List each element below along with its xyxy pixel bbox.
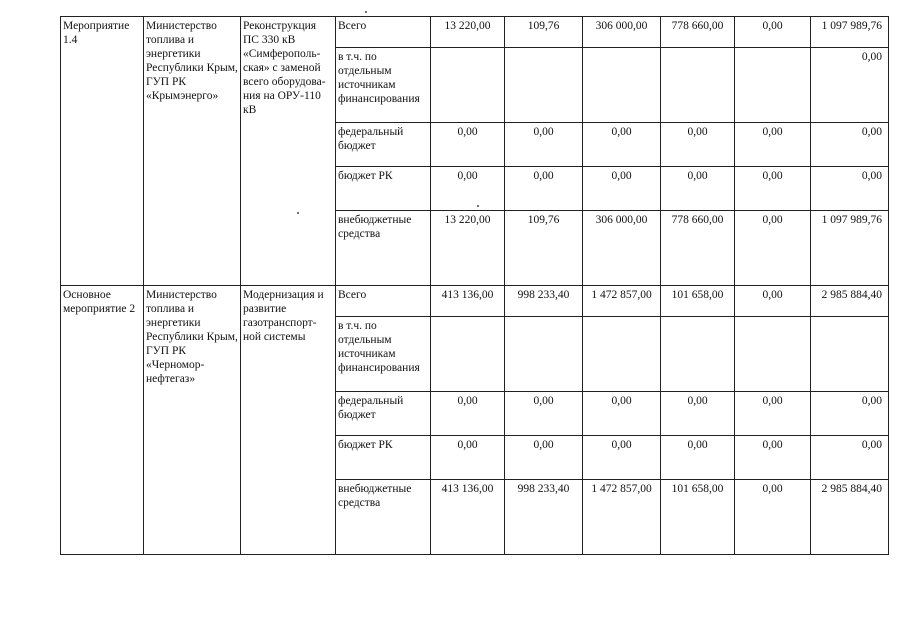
value-cell: 0,00 bbox=[735, 211, 811, 286]
event-name-cell: Мероприятие 1.4 bbox=[61, 17, 144, 286]
value-cell bbox=[505, 317, 583, 392]
total-cell: 0,00 bbox=[811, 167, 889, 211]
value-cell: 1 472 857,00 bbox=[583, 480, 661, 555]
description-cell: Реконструкция ПС 330 кВ «Симферополь-ская» с заменой всего оборудова-ния на ОРУ-110 кВ bbox=[241, 17, 336, 286]
value-cell: 0,00 bbox=[735, 167, 811, 211]
value-cell: 0,00 bbox=[735, 17, 811, 48]
value-cell: 0,00 bbox=[735, 392, 811, 436]
value-cell: 0,00 bbox=[505, 167, 583, 211]
value-cell: 413 136,00 bbox=[431, 286, 505, 317]
scan-speck bbox=[365, 11, 367, 13]
value-cell: 306 000,00 bbox=[583, 211, 661, 286]
event-name-cell: Основное мероприятие 2 bbox=[61, 286, 144, 555]
executor-cell: Министерство топлива и энергетики Республики Крым, ГУП РК «Крымэнерго» bbox=[144, 17, 241, 286]
total-cell: 0,00 bbox=[811, 436, 889, 480]
total-cell: 0,00 bbox=[811, 392, 889, 436]
value-cell: 1 472 857,00 bbox=[583, 286, 661, 317]
value-cell bbox=[505, 48, 583, 123]
executor-cell: Министерство топлива и энергетики Республики Крым, ГУП РК «Черномор-нефтегаз» bbox=[144, 286, 241, 555]
value-cell bbox=[583, 48, 661, 123]
value-cell: 0,00 bbox=[505, 123, 583, 167]
scan-speck bbox=[477, 205, 479, 207]
value-cell: 0,00 bbox=[505, 436, 583, 480]
value-cell: 998 233,40 bbox=[505, 480, 583, 555]
value-cell: 0,00 bbox=[431, 167, 505, 211]
value-cell: 0,00 bbox=[431, 123, 505, 167]
table-row bbox=[61, 17, 889, 48]
value-cell bbox=[735, 317, 811, 392]
value-cell: 778 660,00 bbox=[661, 211, 735, 286]
source-cell: федеральный бюджет bbox=[336, 392, 431, 436]
value-cell: 0,00 bbox=[583, 123, 661, 167]
total-cell: 1 097 989,76 bbox=[811, 17, 889, 48]
source-cell: федеральный бюджет bbox=[336, 123, 431, 167]
value-cell: 0,00 bbox=[661, 436, 735, 480]
value-cell: 101 658,00 bbox=[661, 286, 735, 317]
scan-speck bbox=[297, 212, 299, 214]
value-cell: 0,00 bbox=[661, 123, 735, 167]
value-cell: 413 136,00 bbox=[431, 480, 505, 555]
value-cell bbox=[431, 317, 505, 392]
description-cell: Модернизация и развитие газотранспорт-ной системы bbox=[241, 286, 336, 555]
source-cell: в т.ч. по отдельным источникам финансирования bbox=[336, 317, 431, 392]
source-cell: внебюджетные средства bbox=[336, 211, 431, 286]
value-cell: 0,00 bbox=[735, 123, 811, 167]
value-cell: 0,00 bbox=[583, 436, 661, 480]
total-cell: 0,00 bbox=[811, 48, 889, 123]
source-cell: Всего bbox=[336, 17, 431, 48]
value-cell: 998 233,40 bbox=[505, 286, 583, 317]
value-cell: 109,76 bbox=[505, 17, 583, 48]
source-cell: бюджет РК bbox=[336, 167, 431, 211]
value-cell bbox=[583, 317, 661, 392]
total-cell: 1 097 989,76 bbox=[811, 211, 889, 286]
value-cell: 13 220,00 bbox=[431, 17, 505, 48]
value-cell: 0,00 bbox=[661, 392, 735, 436]
source-cell: внебюджетные средства bbox=[336, 480, 431, 555]
value-cell: 306 000,00 bbox=[583, 17, 661, 48]
value-cell: 0,00 bbox=[735, 436, 811, 480]
value-cell bbox=[661, 317, 735, 392]
value-cell: 109,76 bbox=[505, 211, 583, 286]
value-cell bbox=[661, 48, 735, 123]
value-cell: 0,00 bbox=[583, 167, 661, 211]
total-cell bbox=[811, 317, 889, 392]
value-cell: 0,00 bbox=[735, 286, 811, 317]
value-cell bbox=[735, 48, 811, 123]
source-cell: Всего bbox=[336, 286, 431, 317]
value-cell: 0,00 bbox=[431, 436, 505, 480]
source-cell: в т.ч. по отдельным источникам финансирования bbox=[336, 48, 431, 123]
value-cell: 0,00 bbox=[583, 392, 661, 436]
financing-table bbox=[60, 16, 889, 555]
total-cell: 2 985 884,40 bbox=[811, 480, 889, 555]
value-cell: 0,00 bbox=[505, 392, 583, 436]
value-cell: 101 658,00 bbox=[661, 480, 735, 555]
value-cell: 778 660,00 bbox=[661, 17, 735, 48]
value-cell: 0,00 bbox=[735, 480, 811, 555]
table-row bbox=[61, 286, 889, 317]
total-cell: 0,00 bbox=[811, 123, 889, 167]
value-cell bbox=[431, 48, 505, 123]
value-cell: 0,00 bbox=[661, 167, 735, 211]
value-cell: 0,00 bbox=[431, 392, 505, 436]
value-cell: 13 220,00 bbox=[431, 211, 505, 286]
total-cell: 2 985 884,40 bbox=[811, 286, 889, 317]
source-cell: бюджет РК bbox=[336, 436, 431, 480]
